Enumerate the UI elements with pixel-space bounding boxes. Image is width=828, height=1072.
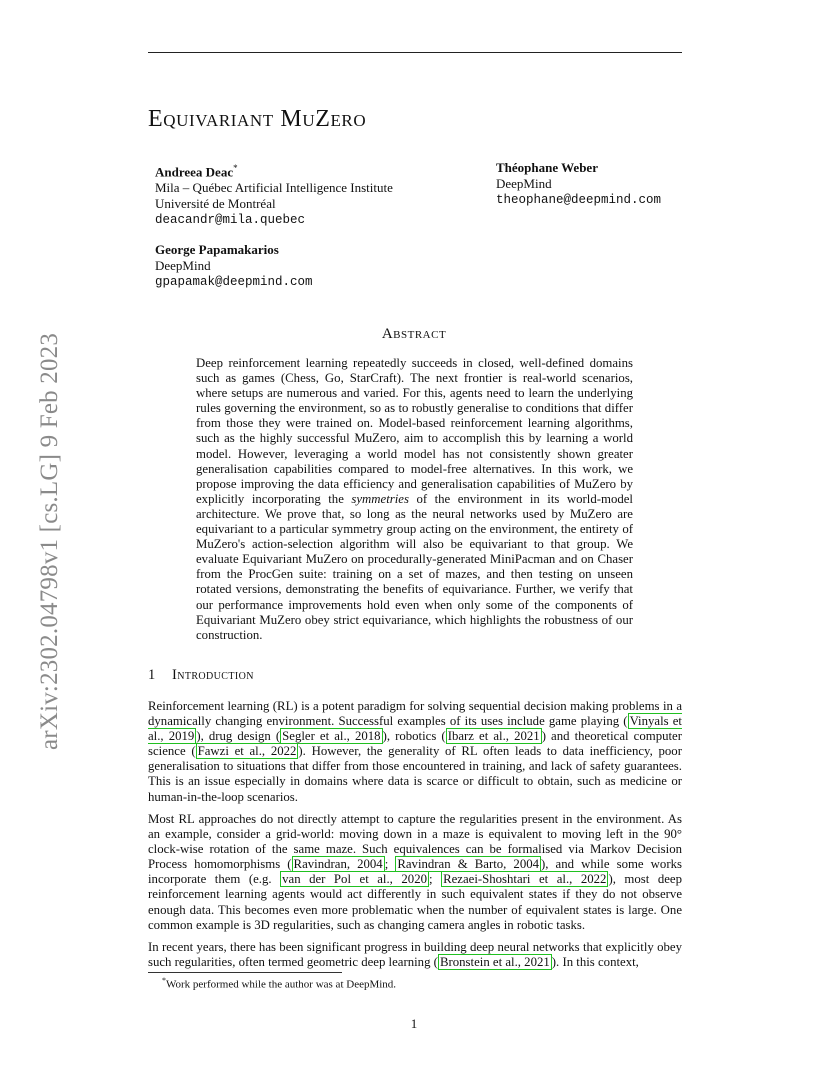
body-paragraph-2 [148, 812, 682, 933]
citation-link[interactable]: Ravindran & Barto, 2004 [397, 857, 540, 872]
text-run: ; [429, 872, 442, 887]
section-heading [148, 667, 254, 684]
arxiv-identifier[interactable]: arXiv:2302.04798v1 [cs.LG] 9 Feb 2023 [36, 332, 63, 750]
text-run: ), and while some works incorporate them (e.g. [148, 857, 682, 887]
author-name: Andreea Deac [155, 164, 234, 180]
footnote-marker[interactable]: * [233, 163, 238, 173]
author-affiliation: DeepMind [496, 176, 552, 191]
text-run: Most RL approaches do not directly attempt to capture the regularities present in the environment. As an example, consider a grid-world: moving down in a maze is equivalent to moving left in the 90° clock-wise rotation of the same maze. Such equivalences can be formalised via Markov Decision Process homomorphisms ( [148, 812, 682, 872]
text-run: ). However, the generality of RL often leads to data inefficiency, poor generalisation to situations that differ from those encountered in training, and lack of safety guarantees. This is an issue especially in domains where data is scarce or difficult to obtain, such as medicine or human-in-the-loop scenarios. [148, 744, 682, 804]
author-name: George Papamakarios [155, 242, 279, 257]
citation-link[interactable]: Fawzi et al., 2022 [197, 744, 297, 759]
author-block-2 [496, 160, 661, 208]
text-run: ), drug design ( [196, 729, 281, 744]
author-email[interactable]: gpapamak@deepmind.com [155, 275, 313, 289]
author-email[interactable]: deacandr@mila.quebec [155, 213, 306, 228]
footnote-rule [148, 972, 342, 973]
text-run: In recent years, there has been significant progress in building deep neural networks that explicitly obey such regularities, often termed geometric deep learning ( [148, 940, 682, 970]
paper-title: Equivariant MuZero [148, 106, 367, 132]
citation-link[interactable]: Ibarz et al., 2021 [447, 729, 540, 744]
citation-link[interactable]: Segler et al., 2018 [282, 729, 381, 744]
text-run: ; [384, 857, 396, 872]
footnote-marker: * [162, 976, 166, 985]
author-email[interactable]: theophane@deepmind.com [496, 193, 662, 207]
author-name: Théophane Weber [496, 160, 598, 175]
abstract-part: of the environment in its world-model architecture. We prove that, so long as the neural networks used by MuZero are equivariant to a particular symmetry group acting on the environment, the entirety of MuZero's action-selection algorithm will also be equivariant to that group. We evaluate Equivariant MuZero on procedurally-generated MiniPacman and on Chaser from the ProcGen suite: training on a set of mazes, and then testing on unseen rotated versions, demonstrating the benefits of equivariance. Further, we verify that our performance improvements hold even when only some of the components of Equivariant MuZero obey strict equivariance, which highlights the robustness of our construction. [196, 491, 633, 642]
body-paragraph-3 [148, 940, 682, 970]
text-run: ) and theoretical computer science ( [148, 729, 682, 759]
page-number: 1 [410, 1016, 418, 1031]
citation-link[interactable]: Rezaei-Shoshtari et al., 2022 [443, 872, 607, 887]
text-run: ), robotics ( [382, 729, 446, 744]
footnote [162, 976, 396, 991]
abstract-part: Deep reinforcement learning repeatedly succeeds in closed, well-defined domains such as games (Chess, Go, StarCraft). The next frontier is real-world scenarios, where setups are numerous and varied. For this, agents need to learn the underlying rules governing the environment, so as to robustly generalise to conditions that differ from those they were trained on. Model-based reinforcement learning algorithms, such as the highly successful MuZero, aim to accomplish this by learning a world model. However, leveraging a world model has not consistently shown greater generalisation capabilities compared to model-free alternatives. In this work, we propose improving the data efficiency and generalisation capabilities of MuZero by explicitly incorporating the [196, 356, 633, 506]
body-paragraph-1 [148, 699, 682, 805]
author-affiliation: Université de Montréal [155, 196, 276, 212]
citation-link[interactable]: van der Pol et al., 2020 [282, 872, 427, 887]
section-number: 1 [148, 667, 156, 683]
author-block-1 [155, 160, 393, 228]
section-title: Introduction [172, 667, 254, 683]
abstract-emphasis: symmetries [351, 491, 409, 506]
text-run: Reinforcement learning (RL) is a potent paradigm for solving sequential decision making problems in a dynamically changing environment. Successful examples of its uses include game playing ( [148, 699, 682, 729]
author-affiliation: Mila – Québec Artificial Intelligence Institute [155, 180, 393, 196]
header-rule [148, 52, 682, 53]
footnote-text: Work performed while the author was at DeepMind. [166, 978, 397, 991]
author-affiliation: DeepMind [155, 258, 211, 273]
citation-link[interactable]: Vinyals et al., 2019 [148, 714, 682, 744]
abstract-text [196, 356, 633, 643]
citation-link[interactable]: Bronstein et al., 2021 [439, 955, 550, 970]
citation-link[interactable]: Ravindran, 2004 [293, 857, 383, 872]
text-run: ). In this context, [551, 955, 639, 970]
abstract-heading: Abstract [381, 326, 447, 342]
text-run: ), most deep reinforcement learning agents would act differently in such equivalent states if they do not observe enough data. This becomes even more problematic when the number of equivalent states is large. One common example is 3D regularities, such as changing camera angles in robotic tasks. [148, 872, 682, 932]
author-block-3 [155, 242, 313, 290]
